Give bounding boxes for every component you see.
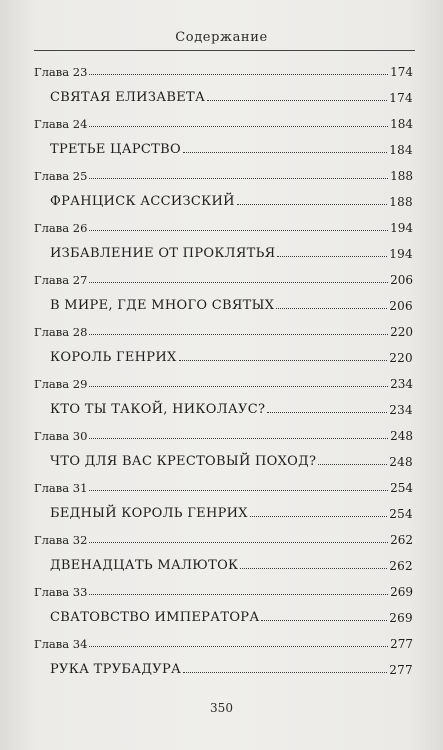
page-number: 220 (389, 351, 413, 365)
dot-leader (240, 568, 387, 569)
page-number: 277 (389, 663, 413, 677)
dot-leader (237, 204, 387, 205)
page-number: 174 (390, 65, 413, 79)
page-number: 262 (389, 559, 413, 573)
toc-chapter-row (34, 524, 413, 550)
chapter-title: КОРОЛЬ ГЕНРИХ (50, 350, 177, 365)
toc-chapter-row (34, 628, 413, 654)
toc-chapter-row (34, 368, 413, 394)
toc-title-row (34, 290, 413, 316)
toc-chapter-row (34, 160, 413, 186)
toc-title-row (34, 342, 413, 368)
chapter-title: ЧТО ДЛЯ ВАС КРЕСТОВЫЙ ПОХОД? (50, 454, 317, 469)
chapter-label: Глава 34 (34, 637, 88, 651)
chapter-title: В МИРЕ, ГДЕ МНОГО СВЯТЫХ (50, 298, 275, 313)
dot-leader (89, 646, 388, 647)
toc-title-row (34, 446, 413, 472)
toc-chapter-row (34, 420, 413, 446)
chapter-title: КТО ТЫ ТАКОЙ, НИКОЛАУС? (50, 402, 266, 417)
chapter-title: БЕДНЫЙ КОРОЛЬ ГЕНРИХ (50, 506, 248, 521)
dot-leader (89, 334, 388, 335)
page-number: 188 (390, 169, 413, 183)
chapter-label: Глава 29 (34, 377, 88, 391)
toc-chapter-row (34, 56, 413, 82)
chapter-label: Глава 23 (34, 65, 88, 79)
toc-title-row (34, 134, 413, 160)
dot-leader (89, 490, 388, 491)
toc-title-row (34, 498, 413, 524)
toc-chapter-row (34, 316, 413, 342)
chapter-label: Глава 33 (34, 585, 88, 599)
chapter-label: Глава 25 (34, 169, 88, 183)
chapter-label: Глава 24 (34, 117, 88, 131)
dot-leader (207, 100, 387, 101)
toc-title-row (34, 602, 413, 628)
page-number: 194 (390, 221, 413, 235)
dot-leader (250, 516, 387, 517)
chapter-label: Глава 28 (34, 325, 88, 339)
page-number: 206 (389, 299, 413, 313)
dot-leader (179, 360, 388, 361)
page-number: 234 (390, 377, 413, 391)
table-of-contents (34, 56, 413, 680)
page-number: 262 (390, 533, 413, 547)
chapter-title: СВЯТАЯ ЕЛИЗАВЕТА (50, 90, 206, 105)
page-number: 220 (390, 325, 413, 339)
dot-leader (89, 542, 388, 543)
page-number: 174 (389, 91, 413, 105)
toc-chapter-row (34, 264, 413, 290)
toc-chapter-row (34, 472, 413, 498)
dot-leader (89, 178, 388, 179)
page-number: 277 (390, 637, 413, 651)
chapter-title: ДВЕНАДЦАТЬ МАЛЮТОК (50, 558, 239, 573)
dot-leader (89, 230, 388, 231)
chapter-title: ТРЕТЬЕ ЦАРСТВО (50, 142, 181, 157)
page-number: 269 (390, 585, 413, 599)
page-number: 254 (389, 507, 413, 521)
dot-leader (276, 308, 387, 309)
chapter-title: ФРАНЦИСК АССИЗСКИЙ (50, 194, 235, 209)
dot-leader (89, 438, 388, 439)
page-number: 269 (389, 611, 413, 625)
chapter-title: СВАТОВСТВО ИМПЕРАТОРА (50, 610, 260, 625)
page-number: 248 (389, 455, 413, 469)
toc-chapter-row (34, 108, 413, 134)
dot-leader (89, 126, 388, 127)
chapter-label: Глава 32 (34, 533, 88, 547)
toc-title-row (34, 82, 413, 108)
page-number: 254 (390, 481, 413, 495)
page-number: 184 (389, 143, 413, 157)
page-number: 248 (390, 429, 413, 443)
chapter-label: Глава 27 (34, 273, 88, 287)
dot-leader (89, 594, 388, 595)
chapter-label: Глава 31 (34, 481, 88, 495)
toc-chapter-row (34, 576, 413, 602)
page-number: 194 (389, 247, 413, 261)
dot-leader (89, 386, 388, 387)
page-footer-number: 350 (210, 701, 233, 715)
dot-leader (89, 74, 388, 75)
dot-leader (183, 672, 387, 673)
dot-leader (267, 412, 387, 413)
dot-leader (261, 620, 387, 621)
chapter-title: ИЗБАВЛЕНИЕ ОТ ПРОКЛЯТЬЯ (50, 246, 276, 261)
toc-title-row (34, 186, 413, 212)
page-number: 234 (389, 403, 413, 417)
chapter-title: РУКА ТРУБАДУРА (50, 662, 182, 677)
page-number: 188 (389, 195, 413, 209)
toc-title-row (34, 394, 413, 420)
chapter-label: Глава 26 (34, 221, 88, 235)
dot-leader (183, 152, 387, 153)
page-number: 184 (390, 117, 413, 131)
dot-leader (318, 464, 387, 465)
toc-title-row (34, 654, 413, 680)
running-header: Содержание (175, 30, 268, 45)
toc-chapter-row (34, 212, 413, 238)
page-number: 206 (390, 273, 413, 287)
chapter-label: Глава 30 (34, 429, 88, 443)
toc-title-row (34, 238, 413, 264)
header-rule (34, 50, 415, 51)
dot-leader (89, 282, 388, 283)
dot-leader (277, 256, 387, 257)
toc-title-row (34, 550, 413, 576)
